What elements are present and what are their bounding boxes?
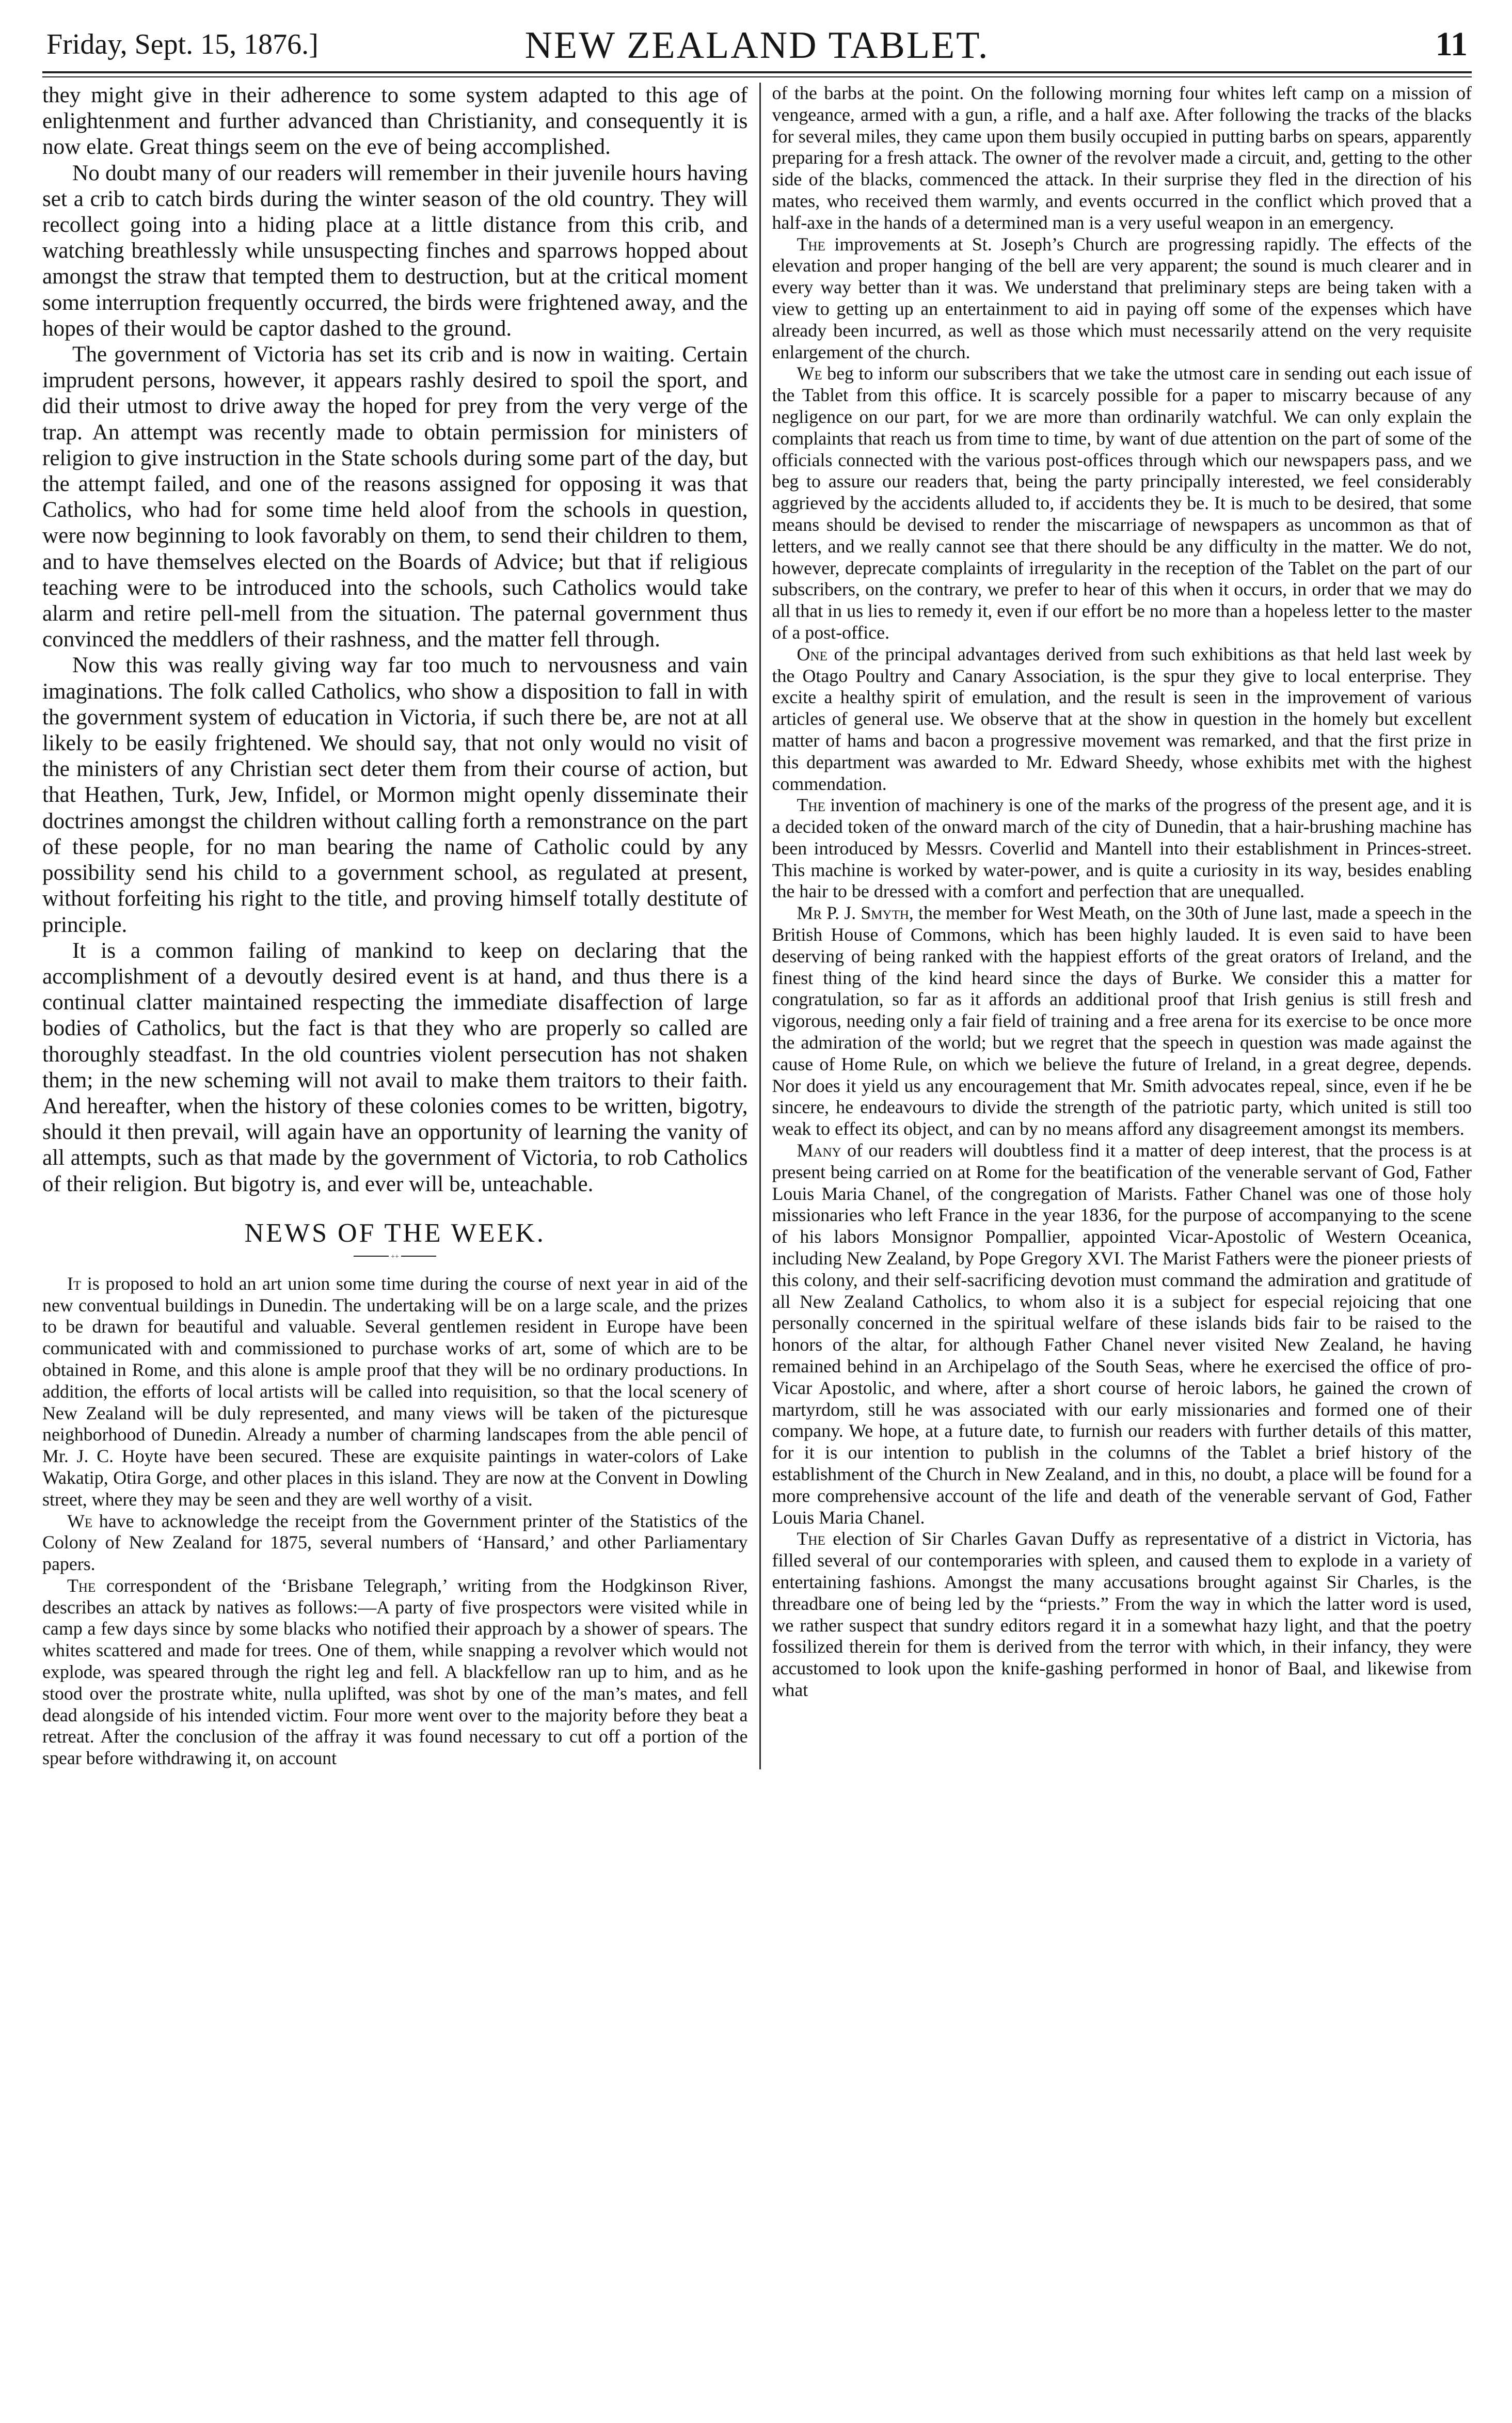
news-item-lead: The [797, 233, 825, 255]
news-item-text: beg to inform our subscribers that we take the utmost care in sending out each issue of the Tablet from this office. It is scarcely possible for a paper to miscarry because of any negligence on our part, for we are more than ordinarily watchful. We can only explain the complaints that reach us from time to time, by want of due attention on the part of some of the officials connected with the various post-offices through which our newspapers pass, and we beg to assure our readers that, being the party principally interested, we feel considerably aggrieved by the accidents alluded to, if accidents they be. It is much to be desired, that some means should be devised to render the miscarriage of newspapers as uncommon as that of letters, and we really cannot see that there should be any difficulty in the matter. We do not, however, deprecate complaints of irregularity in the reception of the Tablet on the part of our subscribers, on the contrary, we prefer to hear of this when it occurs, in order that we may do all that in us lies to remedy it, even if our effort be no more than a hopeless letter to the master of a post-office. [772, 363, 1472, 643]
news-item-text: improvements at St. Joseph’s Church are progressing rapidly. The effects of the elevation and proper hanging of the bell are very apparent; the sound is much clearer and in every way better than it was. We understand that preliminary steps are being taken with a view to getting up an entertainment to aid in paying off some of the expenses which have already been incurred, as well as those which must necessarily attend on the very requisite enlargement of the church. [772, 233, 1472, 362]
ornament-rule-icon [343, 1253, 447, 1260]
news-item-lead: We [67, 1510, 93, 1531]
editorial-paragraph: they might give in their adherence to some system adapted to this age of enlightenment and further advanced than Christianity, and consequently it is now elate. Great things seem on the eve of being accomplished. [42, 83, 748, 160]
news-item-lead: One [797, 643, 827, 664]
page-columns [42, 83, 1472, 1769]
editorial-paragraph: The government of Victoria has set its crib and is now in waiting. Certain imprudent persons, however, it appears rashly desired to spoil the sport, and did their utmost to drive away the hoped for prey from the very verge of the trap. An attempt was recently made to obtain permission for ministers of religion to give instruction in the State schools during some part of the day, but the attempt failed, and one of the reasons assigned for opposing it was that Catholics, who had for some time held aloof from the schools in question, were now beginning to look favorably on them, to send their children to them, and to have themselves elected on the Boards of Advice; but that if religious teaching were to be introduced into the schools, such Catholics would take alarm and retire pell-mell from the situation. The paternal government thus convinced the meddlers of their rashness, and the matter fell through. [42, 342, 748, 652]
news-item-text: of our readers will doubtless find it a matter of deep interest, that the process is at present being carried on at Rome for the beatification of the venerable servant of God, Father Louis Maria Chanel, of the congregation of Marists. Father Chanel was one of those holy missionaries who left France in the year 1836, for the purpose of accompanying to the scene of his labors Monsignor Pompallier, appointed Vicar-Apostolic of Western Oceanica, including New Zealand, by Pope Gregory XVI. The Marist Fathers were the pioneer priests of this colony, and their self-sacrificing devotion must command the admiration and gratitude of all New Zealand Catholics, to whom also it is a subject for especial rejoicing that one personally concerned in the spiritual welfare of these islands bids fair to be raised to the honors of the altar, for although Father Chanel never visited New Zealand, he having remained behind in an Archipelago of the South Seas, where he exercised the office of pro-Vicar Apostolic, and where, after a short course of heroic labors, he gained the crown of martyrdom, still he was associated with our early missionaries and formed one of their company. We hope, at a future date, to furnish our readers with further details of this matter, for it is our intention to publish in the columns of the Tablet a brief history of the establishment of the Church in New Zealand, and in this, no doubt, a place will be found for a more comprehensive account of the life and death of the venerable servant of God, Father Louis Maria Chanel. [772, 1140, 1472, 1528]
editorial-paragraph: It is a common failing of mankind to keep on declaring that the accomplishment of a devoutly desired event is at hand, and thus there is a continual clatter maintained respecting the immediate disaffection of large bodies of Catholics, but the fact is that they who are properly so called are thoroughly steadfast. In the old countries violent persecution has not shaken them; in the new scheming will not avail to make them traitors to their faith. And hereafter, when the history of these colonies comes to be written, bigotry, should it then prevail, will again have an opportunity of learning the vanity of all attempts, such as that made by the government of Victoria, to rob Catholics of their religion. But bigotry is, and ever will be, unteachable. [42, 938, 748, 1196]
page-number: 11 [1435, 25, 1468, 63]
left-column [42, 83, 759, 1769]
editorial-paragraph: No doubt many of our readers will remember in their juvenile hours having set a crib to catch birds during the winter season of the old country. They will recollect going into a hiding place at a little distance from this crib, and watching breathlessly while unsuspecting finches and sparrows hopped about amongst the straw that tempted them to destruction, but at the critical moment some interruption frequently occurred, the birds were frightened away, and the hopes of their would be captor dashed to the ground. [42, 161, 748, 341]
news-item-lead: The [797, 795, 825, 816]
news-item-text: , the member for West Meath, on the 30th of June last, made a speech in the British House of Commons, which has been highly lauded. It is even said to have been deserving of being ranked with the happiest efforts of the great orators of Ireland, and the finest thing of the kind heard since the days of Burke. We consider this a matter for congratulation, so far as it affords an additional proof that Irish genius is still fresh and vigorous, needing only a fair field of training and a free arena for its exercise to be once more the admiration of the world; but we regret that the speech in question was made against the cause of Home Rule, on which we believe the future of Ireland, in a great degree, depends. Nor does it yield us any encouragement that Mr. Smith advocates repeal, since, even if he be sincere, he endeavours to divide the strength of the patriotic party, which united is still too weak to effect its object, and can by no means afford any disagreement amongst its members. [772, 902, 1472, 1139]
news-item-text: correspondent of the ‘Brisbane Telegraph,’ writing from the Hodgkinson River, describes an attack by natives as follows:—A party of five prospectors were visited while in camp a few days since by some blacks who notified their approach by a shower of spears. The whites scattered and made for trees. One of them, while snapping a revolver which would not explode, was speared through the right leg and fell. A blackfellow ran up to him, and as he stood over the prostrate white, nulla uplifted, was shot by one of the man’s mates, and fell dead alongside of his intended victim. Four more went over to the majority before they beat a retreat. After the conclusion of the affray it was found necessary to cut off a portion of the spear before withdrawing it, on account [42, 1575, 748, 1769]
news-item [772, 234, 1472, 363]
editorial-article [42, 83, 748, 1197]
news-item [42, 1575, 748, 1769]
news-item-text: have to acknowledge the receipt from the Government printer of the Statistics of the Colony of New Zealand for 1875, several numbers of ‘Hansard,’ and other Parliamentary papers. [42, 1510, 748, 1575]
news-item [772, 644, 1472, 795]
right-column [761, 83, 1472, 1769]
news-item [42, 1511, 748, 1575]
news-item [772, 1140, 1472, 1528]
masthead [42, 23, 1472, 68]
news-item-text: of the principal advantages derived from such exhibitions as that held last week by the Otago Poultry and Canary Association, is the spur they give to local enterprise. They excite a healthy spirit of emulation, and the result is seen in the improvement of various articles of general use. We observe that at the show in question in the homely but excellent matter of hams and bacon a progressive movement was remarked, and that the first prize in this department was awarded to Mr. Edward Sheedy, whose exhibits met with the highest commendation. [772, 643, 1472, 794]
newspaper-title: NEW ZEALAND TABLET. [524, 24, 990, 67]
news-heading: NEWS OF THE WEEK. [244, 1218, 546, 1248]
news-item-text: invention of machinery is one of the marks of the progress of the present age, and it is a decided token of the onward march of the city of Dunedin, that a hair-brushing machine has been introduced by Messrs. Coverlid and Mantell into their establishment in Princes-street. This machine is worked by water-power, and is quite a curiosity in its way, besides enabling the hair to be dressed with a comfort and perfection that are unequalled. [772, 795, 1472, 902]
news-item-lead: We [797, 363, 822, 384]
news-item-lead: It [67, 1273, 82, 1294]
news-item-lead: The [797, 1528, 825, 1549]
news-item-continuation: of the barbs at the point. On the following morning four whites left camp on a mission of vengeance, armed with a gun, a rifle, and a half axe. After following the tracks of the blacks for several miles, they came upon them busily occupied in putting barbs on spears, apparently preparing for a fresh attack. The owner of the revolver made a circuit, and, getting to the other side of the blacks, commenced the attack. In their surprise they fled in the direction of his mates, who received them warmly, and events occurred in the conflict which proved that a half-axe in the hands of a determined man is a very useful weapon in an emergency. [772, 83, 1472, 233]
news-section-header [42, 1218, 748, 1260]
editorial-paragraph: Now this was really giving way far too much to nervousness and vain imaginations. The folk called Catholics, who show a disposition to fall in with the government system of education in Victoria, if such there be, are not at all likely to be easily frightened. We should say, that not only would no visit of the ministers of any Christian sect deter them from their course of action, but that Heathen, Turk, Jew, Infidel, or Mormon might openly disseminate their doctrines amongst the children without calling forth a remonstrance on the part of these people, for no man bearing the name of Catholic could by any possibility send his child to a government school, as regulated at present, without forfeiting his right to the title, and proving himself totally destitute of principle. [42, 653, 748, 937]
news-item-lead: Many [797, 1140, 841, 1161]
news-item-lead: The [67, 1575, 96, 1596]
svg-text:++: ++ [391, 1253, 400, 1260]
news-item-text: is proposed to hold an art union some time during the course of next year in aid of the new conventual buildings in Dunedin. The undertaking will be on a large scale, and the prizes to be drawn for beautiful and valuable. Several gentlemen resident in Europe have been communicated with and commissioned to purchase works of art, some of which are to be obtained in Rome, and this alone is ample proof that they will be no ordinary productions. In addition, the efforts of local artists will be called into requisition, so that the local scenery of New Zealand will be duly represented, and many views will be taken of the picturesque neighborhood of Dunedin. Already a number of charming landscapes from the able pencil of Mr. J. C. Hoyte have been secured. These are exquisite paintings in water-colors of Lake Wakatip, Otira Gorge, and other places in this island. They are now at the Convent in Dowling street, where they may be seen and they are well worthy of a visit. [42, 1273, 748, 1510]
news-item-text: election of Sir Charles Gavan Duffy as representative of a district in Victoria, has filled several of our contemporaries with spleen, and caused them to explode in a variety of entertaining fashions. Amongst the many accusations brought against Sir Charles, is the threadbare one of being led by the “priests.” From the way in which the latter word is used, we rather suspect that sundry editors regard it in a somewhat hazy light, and that the poetry fossilized therein for them is derived from the terror with which, in their infancy, they were accustomed to look upon the knife-gashing performed in honor of Baal, and likewise from what [772, 1528, 1472, 1700]
issue-date: Friday, Sept. 15, 1876.] [46, 28, 319, 60]
news-items-left [42, 1273, 748, 1769]
news-item [772, 363, 1472, 643]
news-item [772, 1528, 1472, 1701]
news-item [42, 1273, 748, 1511]
news-item [772, 795, 1472, 902]
news-item [772, 902, 1472, 1140]
masthead-rule [42, 71, 1472, 77]
news-item-lead: Mr P. J. Smyth [797, 902, 909, 924]
